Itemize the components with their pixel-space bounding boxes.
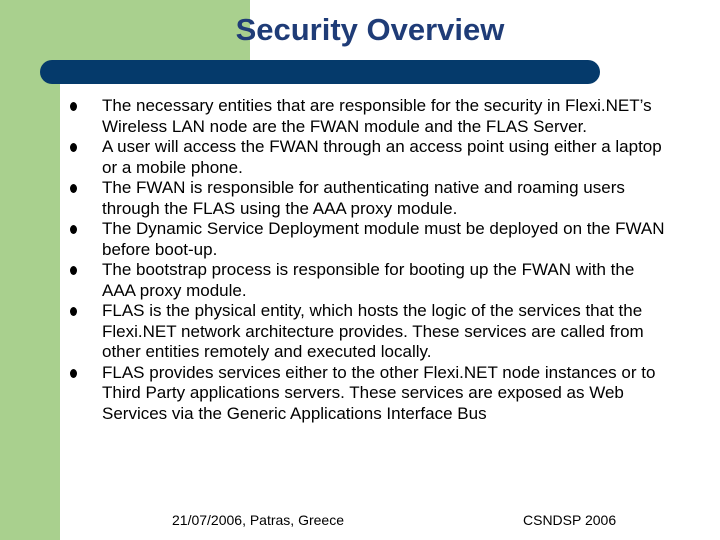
footer-date-place: 21/07/2006, Patras, Greece [172, 512, 344, 528]
bullet-text: The necessary entities that are responsible for the security in Flexi.NET’s Wireless LAN node are the FWAN module and the FLAS Server. [102, 96, 652, 136]
slide-title: Security Overview [235, 12, 505, 47]
bullet-item [70, 363, 670, 425]
bullet-item [70, 137, 670, 178]
bullet-icon [70, 143, 77, 152]
bullet-text: FLAS is the physical entity, which hosts the logic of the services that the Flexi.NET network architecture provides. These services are called from other entities remotely and executed locally. [102, 301, 644, 361]
bullet-item [70, 219, 670, 260]
bullet-icon [70, 369, 77, 378]
bullet-text: The FWAN is responsible for authenticating native and roaming users through the FLAS using the AAA proxy module. [102, 178, 625, 218]
bullet-icon [70, 184, 77, 193]
bullet-icon [70, 266, 77, 275]
bullet-item [70, 301, 670, 363]
bullet-text: FLAS provides services either to the other Flexi.NET node instances or to Third Party applications servers. These services are exposed as Web Services via the Generic Applications Interface Bus [102, 362, 656, 423]
bullet-icon [70, 307, 77, 316]
bullet-icon [70, 225, 77, 234]
bullet-item [70, 96, 670, 137]
bullet-text: The bootstrap process is responsible for booting up the FWAN with the AAA proxy module. [102, 260, 635, 300]
bullet-icon [70, 102, 77, 111]
bullet-text: The Dynamic Service Deployment module must be deployed on the FWAN before boot-up. [102, 219, 665, 259]
footer-conference: CSNDSP 2006 [523, 512, 617, 528]
bullet-item [70, 260, 670, 301]
bullet-list [70, 96, 670, 424]
title-divider [40, 60, 600, 84]
bullet-item [70, 178, 670, 219]
bullet-text: A user will access the FWAN through an access point using either a laptop or a mobile phone. [102, 137, 662, 177]
